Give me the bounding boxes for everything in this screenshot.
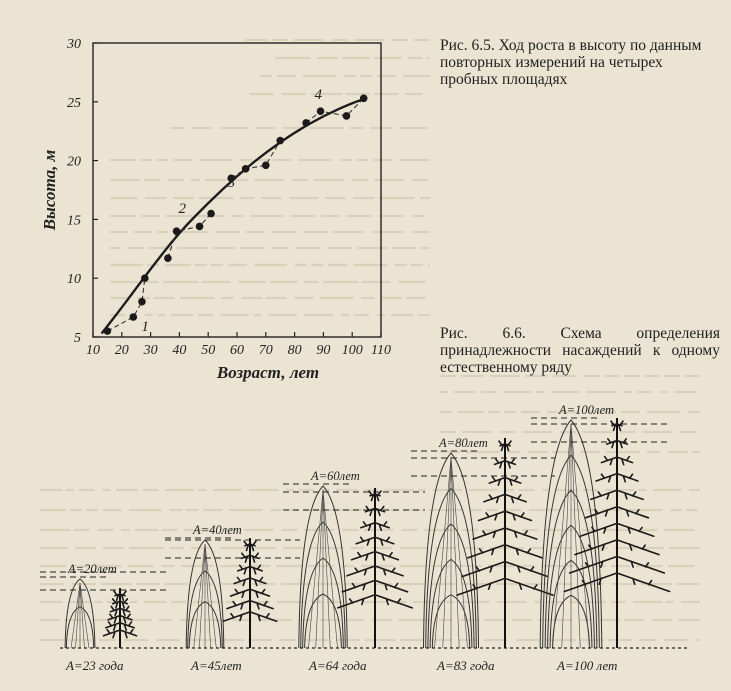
series-label: 1 xyxy=(141,319,149,336)
age-label-top: А=40лет xyxy=(193,523,242,537)
series-label: 4 xyxy=(314,87,323,104)
age-label-bottom: А=64 года xyxy=(309,658,367,673)
spindle-hatch xyxy=(205,544,216,648)
spindle-hatch xyxy=(80,583,84,648)
spindle-hatch xyxy=(76,583,80,648)
figure-6-6-text: Схема определения принадлежности насаждений к одному естественному ряду xyxy=(440,325,720,376)
y-tick-label: 10 xyxy=(67,272,81,288)
x-tick-label: 70 xyxy=(258,343,273,358)
stand-group xyxy=(165,523,300,673)
stand-group xyxy=(411,436,555,673)
figure-6-6-label: Рис. 6.6. xyxy=(440,325,526,342)
x-tick-label: 10 xyxy=(86,343,100,358)
spindle-hatch xyxy=(205,544,211,648)
x-tick-label: 20 xyxy=(114,343,129,358)
x-tick-label: 30 xyxy=(143,343,158,358)
y-axis-label: Высота, м xyxy=(40,149,59,231)
x-tick-label: 100 xyxy=(341,343,363,358)
stand-group xyxy=(40,562,170,673)
x-tick-label: 40 xyxy=(172,343,187,358)
figure-6-5-label: Рис. 6.5. xyxy=(440,37,495,54)
spindle-hatch xyxy=(443,457,451,648)
x-tick-label: 50 xyxy=(201,343,216,358)
stand-group xyxy=(531,403,670,673)
spindle-hatch xyxy=(199,544,205,648)
x-tick-label: 60 xyxy=(230,343,244,358)
x-tick-label: 90 xyxy=(316,343,331,358)
x-tick-label: 80 xyxy=(287,343,302,358)
age-label-top: А=60лет xyxy=(311,469,360,483)
series-label: 3 xyxy=(227,174,236,191)
age-label-bottom: А=45лет xyxy=(191,658,242,673)
y-tick-label: 25 xyxy=(67,95,81,111)
x-tick-label: 110 xyxy=(371,343,391,358)
y-tick-label: 5 xyxy=(74,331,81,346)
age-label-bottom: А=83 года xyxy=(437,658,495,673)
y-tick-label: 30 xyxy=(67,37,81,52)
figure-6-5-text: Ход роста в высоту по данным повторных измерений на четырех пробных площадях xyxy=(440,37,702,88)
age-label-bottom: А=100 лет xyxy=(557,658,618,673)
y-tick-label: 20 xyxy=(67,154,81,170)
age-label-bottom: А=23 года xyxy=(66,658,124,673)
spindle-hatch xyxy=(323,490,330,648)
x-axis-label: Возраст, лет xyxy=(216,363,320,382)
series-label: 2 xyxy=(178,201,187,218)
age-label-top: А=80лет xyxy=(439,436,488,450)
spindle-hatch xyxy=(194,544,205,648)
spindle-hatch xyxy=(451,457,459,648)
age-label-top: А=100лет xyxy=(559,403,614,417)
y-tick-label: 15 xyxy=(67,213,81,229)
age-label-top: А=20лет xyxy=(68,562,117,576)
spindle-hatch xyxy=(316,490,323,648)
stand-group xyxy=(283,469,425,673)
